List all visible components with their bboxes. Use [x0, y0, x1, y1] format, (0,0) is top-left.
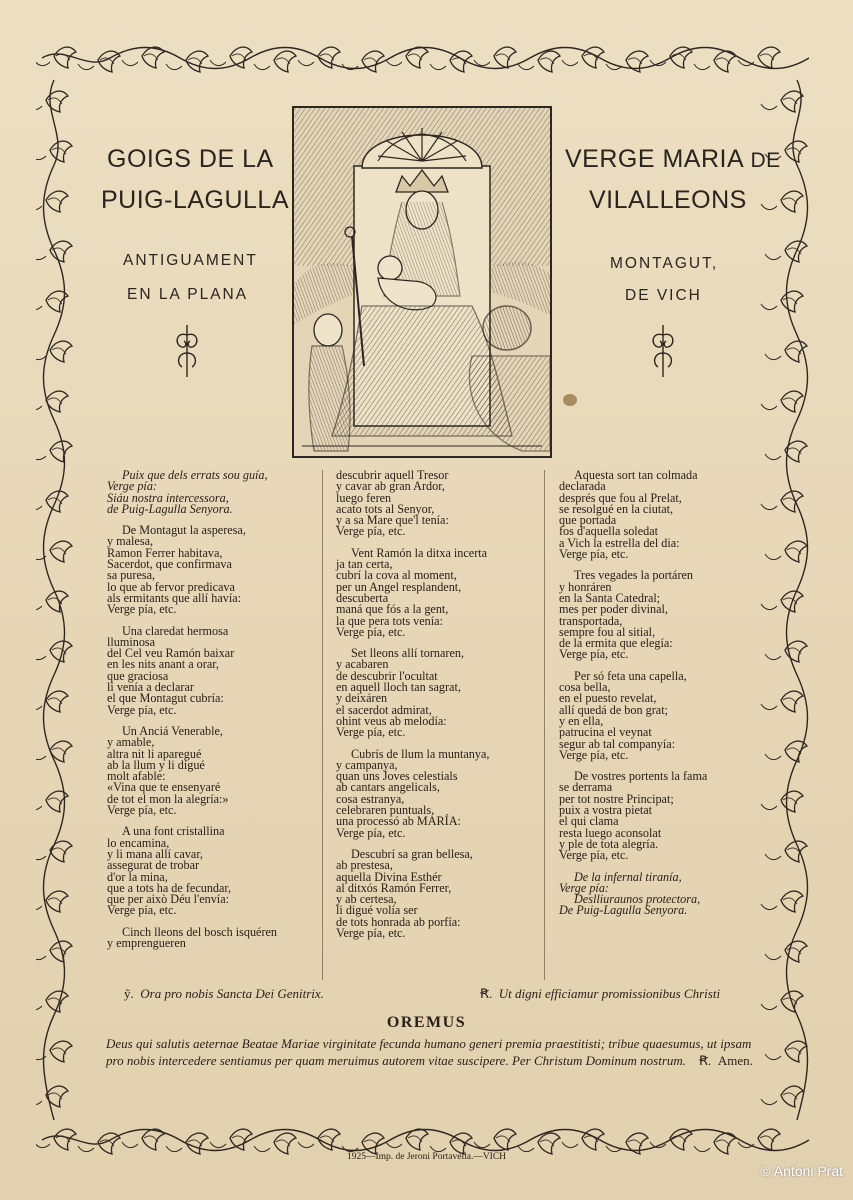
verse-line: de la ermita que elegía: [559, 636, 673, 651]
copyright-watermark: © Antoni Prat [760, 1163, 843, 1179]
verse-line: Aquesta sort tan colmada [574, 468, 698, 482]
verse-line: y li mana allí cavar, [107, 846, 203, 861]
verse-line: cosa bella, [559, 680, 611, 695]
verse-line: y emprengueren [107, 935, 186, 950]
verse-line: transportada, [559, 613, 623, 628]
verse-line: Cinch lleons del bosch isquéren [122, 924, 278, 939]
verse-line: resta luego aconsolat [559, 825, 662, 840]
verse-line: y honráren [559, 579, 612, 594]
verse-line: de tots honrada ab porfía: [336, 914, 461, 929]
verse-line: Una claredat hermosa [122, 623, 229, 638]
verse-line: altra nit li aparegué [107, 746, 202, 761]
verse-line: la que pera tots venía: [336, 613, 443, 628]
verse-line: patrucina el veynat [559, 725, 652, 740]
verse-line: de descubrir l'ocultat [336, 668, 438, 683]
title-right-line-2: VILALLEONS [589, 186, 747, 214]
column-divider [322, 470, 323, 980]
verse-line: Cubrís de llum la muntanya, [351, 746, 490, 761]
verse-line: Verge pía, etc. [559, 747, 629, 762]
verse-line: Verge pía: [107, 479, 157, 494]
subtitle-right-line-1: MONTAGUT, [610, 255, 719, 272]
response: Ꞧ. Ut digni efficiamur promissionibus Christi [480, 986, 721, 1001]
verse-line: descubrir aquell Tresor [336, 468, 449, 482]
verse-line: en el puesto revelat, [559, 691, 657, 706]
verse-line: del Cel veu Ramón baixar [107, 646, 235, 661]
verse-line: Verge pía, etc. [559, 547, 629, 562]
verse-line: allí quedá de bon grat; [559, 702, 668, 717]
column-divider [544, 470, 545, 980]
verse-line: Deslliuraunos protectora, [574, 892, 701, 907]
verse-line: a Vich la estrella del dia: [559, 535, 680, 550]
verse-line: y a sa Mare que'l tenía: [336, 513, 449, 528]
verse-line: puix a vostra pietat [559, 803, 653, 818]
verse-line: sa puresa, [107, 568, 156, 583]
verse-line: Verge pía, etc. [107, 702, 177, 717]
prayer-text: Deus qui salutis aeternae Beatae Mariae virginitate fecunda humano generi premia praestitisti; tribue quaesumus, ut ipsam pro nobis intercedere sentiamus per quam meruimus autorem vitae suscipere. Per Christum Dominum nostrum. Ꞧ. Amen. [106, 1036, 753, 1068]
verse-line: A una font cristallina [122, 824, 225, 839]
verse-line: luego feren [336, 490, 392, 505]
verse-line: y campanya, [336, 757, 398, 772]
verse-line: Verge pía, etc. [336, 925, 406, 940]
verse-line: Verge pía, etc. [107, 903, 177, 918]
verse-line: en aquell lloch tan sagrat, [336, 680, 461, 695]
verse-line: maná que fós a la gent, [336, 602, 449, 617]
verse-line: ab cantars angelicals, [336, 780, 440, 795]
fleuron-icon [172, 323, 202, 379]
verse-line: ohint veus ab melodía: [336, 713, 447, 728]
verse-line: després que fou al Prelat, [559, 490, 682, 505]
verse-line: y amable, [107, 735, 155, 750]
verse-line: De Puig-Lagulla Senyora. [559, 903, 688, 918]
versicle: ỹ. Ora pro nobis Sancta Dei Genitrix. [124, 986, 324, 1001]
verse-line: Verge pía, etc. [336, 725, 406, 740]
verse-line: fos d'aquella soledat [559, 524, 658, 539]
verse-line: Verge pía, etc. [107, 602, 177, 617]
verse-line: per un Angel resplandent, [336, 579, 462, 594]
verse-line: li venía a declarar [107, 680, 194, 695]
verse-line: ja tan certa, [336, 557, 393, 572]
verse-line: Per só feta una capella, [574, 668, 687, 683]
verse-line: «Vina que te ensenyaré [107, 780, 221, 795]
subtitle-left-line-2: EN LA PLANA [127, 286, 249, 303]
verse-column-2 [336, 470, 541, 939]
verse-line: una processó ab MARÍA: [336, 814, 461, 829]
verse-line: lluminosa [107, 634, 156, 649]
verse-line: ab prestesa, [336, 858, 393, 873]
verse-line: acato tots al Senyor, [336, 501, 435, 516]
subtitle-right-line-2: DE VICH [625, 287, 702, 304]
verse-line: De la infernal tiranía, [574, 869, 682, 884]
verse-line: declarada [559, 479, 606, 494]
verse-line: que graciosa [107, 668, 169, 683]
verse-line: en la Santa Catedral; [559, 590, 661, 605]
printer-imprint: 1925—Imp. de Jeroni Portavella.—VICH [346, 1152, 507, 1162]
verse-line: per tot nostre Principat; [559, 791, 674, 806]
verse-line: Verge pía, etc. [336, 624, 406, 639]
verse-line: celebraren puntuals, [336, 803, 435, 818]
verse-line: el qui clama [559, 814, 619, 829]
verse-line: mes per poder divinal, [559, 602, 668, 617]
verse-line: Verge pía, etc. [559, 848, 629, 863]
verse-line: cubrí la cova al moment, [336, 568, 457, 583]
verse-line: Ramon Ferrer habitava, [107, 545, 223, 560]
verse-line: Verge pía, etc. [336, 825, 406, 840]
verse-line: y en ella, [559, 713, 604, 728]
verse-line: de tot el mon la alegría:» [107, 791, 229, 806]
verse-line: ab la llum y li digué [107, 757, 205, 772]
verse-line: lo encamina, [107, 835, 170, 850]
verse-line: que a tots ha de fecundar, [107, 880, 232, 895]
verse-line: assegurat de trobar [107, 858, 200, 873]
verse-line: cosa estranya, [336, 791, 405, 806]
verse-line: descuberta [336, 590, 389, 605]
verse-line: Tres vegades la portáren [574, 568, 694, 583]
verse-line: en les nits anant a orar, [107, 657, 219, 672]
verse-line: Siáu nostra intercessora, [107, 490, 229, 505]
verse-line: que per això Déu l'envía: [107, 892, 229, 907]
verse-line: y cavar ab gran Ardor, [336, 479, 445, 494]
verse-line: Sacerdot, que confirmava [107, 557, 232, 572]
verse-line: molt afable: [107, 769, 166, 784]
verse-line: Verge pía, etc. [107, 803, 177, 818]
virgin-and-child-engraving [292, 106, 552, 458]
verse-line: y acabaren [336, 657, 389, 672]
verse-line: que portada [559, 513, 617, 528]
verse-line: Verge pía, etc. [559, 647, 629, 662]
verse-line: y deixáren [336, 691, 388, 706]
verse-line: De vostres portents la fama [574, 769, 708, 784]
verse-line: Un Anciá Venerable, [122, 723, 223, 738]
verse-line: y malesa, [107, 534, 154, 549]
verse-line: quan uns Joves celestials [336, 769, 458, 784]
oremus-heading: OREMUS [386, 1014, 467, 1031]
verse-line: Verge pía: [559, 880, 609, 895]
verse-line: aquella Divina Esthér [336, 869, 442, 884]
title-left-line-2: PUIG-LAGULLA [101, 186, 290, 214]
verse-line: li digué volía ser [336, 903, 418, 918]
verse-line: se derrama [559, 780, 613, 795]
title-right-line-1: VERGE MARIA DE [565, 145, 781, 173]
verse-line: el que Montagut cubría: [107, 691, 224, 706]
verse-line: y ab certesa, [336, 892, 397, 907]
verse-line: De Montagut la asperesa, [122, 523, 246, 538]
verse-line: d'or la mina, [107, 869, 168, 884]
verse-line: Verge pía, etc. [336, 524, 406, 539]
verse-line: sempre fou al sitial, [559, 624, 656, 639]
verse-line: y ple de tota alegría. [559, 836, 659, 851]
verse-line: segur ab tal companyía: [559, 736, 676, 751]
verse-line: Puix que dels errats sou guía, [122, 468, 268, 482]
verse-column-1 [107, 470, 322, 949]
verse-line: se resolgué en la ciutat, [559, 501, 674, 516]
verse-line: al ditxós Ramón Ferrer, [336, 880, 452, 895]
verse-line: de Puig-Lagulla Senyora. [107, 501, 233, 516]
verse-line: Vent Ramón la ditxa incerta [351, 545, 488, 560]
subtitle-left-line-1: ANTIGUAMENT [123, 252, 258, 269]
title-left-line-1: GOIGS DE LA [107, 145, 274, 173]
verse-line: als ermitants que allí havía: [107, 590, 242, 605]
verse-line: lo que ab fervor predicava [107, 579, 235, 594]
verse-line: el sacerdot admirat, [336, 702, 432, 717]
paper-stain [563, 394, 577, 406]
verse-line: Set lleons allí tornaren, [351, 646, 465, 661]
verse-column-3 [559, 470, 759, 917]
verse-line: Descubrí sa gran bellesa, [351, 846, 473, 861]
fleuron-icon [648, 323, 678, 379]
